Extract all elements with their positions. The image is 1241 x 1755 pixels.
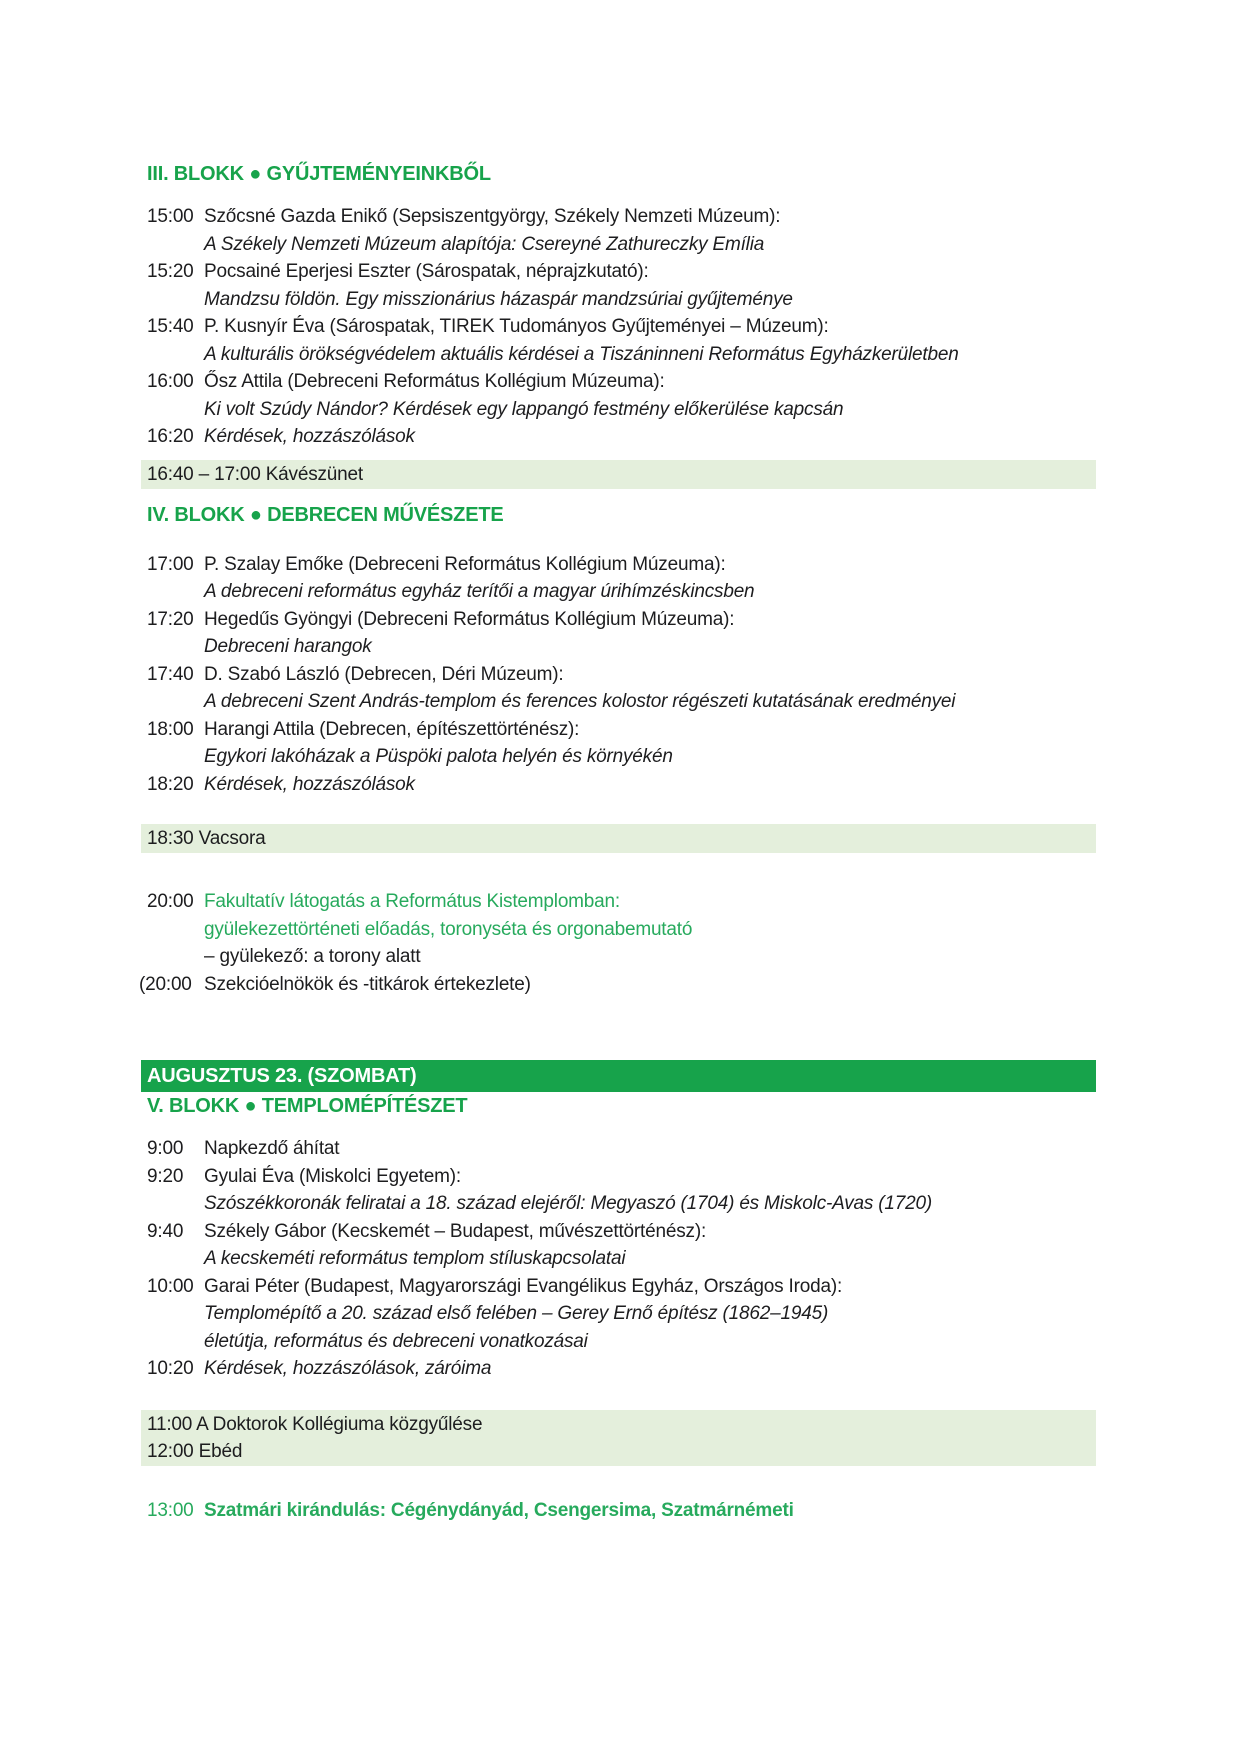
- schedule-line: [147, 633, 1096, 661]
- time-label: 9:20: [147, 1165, 184, 1187]
- time-label: 10:00: [147, 1275, 194, 1297]
- schedule-line: [147, 1135, 1096, 1163]
- schedule-line: [147, 771, 1096, 799]
- time-label: [147, 916, 204, 944]
- schedule-line: [147, 916, 1096, 944]
- schedule-line: [147, 341, 1096, 369]
- time-label: [147, 341, 204, 369]
- schedule-line: [147, 1355, 1096, 1383]
- line-text: Garai Péter (Budapest, Magyarországi Evangélikus Egyház, Országos Iroda):: [204, 1275, 843, 1297]
- spacer: [147, 998, 1096, 1060]
- line-text: P. Szalay Emőke (Debreceni Református Kollégium Múzeuma):: [204, 553, 726, 575]
- section-heading: V. BLOKK ● TEMPLOMÉPÍTÉSZET: [147, 1095, 468, 1117]
- band-line: 18:30 Vacsora: [147, 828, 266, 849]
- line-text: A kecskeméti református templom stíluskapcsolatai: [204, 1248, 626, 1269]
- line-text: gyülekezettörténeti előadás, toronyséta és orgonabemutató: [204, 918, 693, 940]
- time-label: [147, 943, 204, 971]
- time-label: 9:40: [147, 1220, 184, 1242]
- line-text: D. Szabó László (Debrecen, Déri Múzeum):: [204, 663, 564, 685]
- time-label: 17:00: [147, 553, 194, 575]
- line-text: P. Kusnyír Éva (Sárospatak, TIREK Tudományos Gyűjteményei – Múzeum):: [204, 316, 829, 337]
- time-label: 13:00: [147, 1499, 194, 1521]
- schedule-line: [147, 231, 1096, 259]
- time-label: 10:20: [147, 1358, 194, 1379]
- line-text: Debreceni harangok: [204, 636, 372, 657]
- line-text: Székely Gábor (Kecskemét – Budapest, művészettörténész):: [204, 1220, 707, 1242]
- line-text: Ki volt Szúdy Nándor? Kérdések egy lappangó festmény előkerülése kapcsán: [204, 398, 844, 420]
- spacer: [147, 489, 1096, 504]
- spacer: [147, 185, 1096, 203]
- schedule-line: [147, 1190, 1096, 1218]
- time-label: 16:20: [147, 426, 194, 447]
- schedule-line: [147, 1163, 1096, 1191]
- line-text: A Székely Nemzeti Múzeum alapítója: Csereyné Zathureczky Emília: [204, 233, 765, 255]
- line-text: A kulturális örökségvédelem aktuális kérdései a Tiszáninneni Református Egyházkerületben: [204, 343, 959, 365]
- spacer: [147, 798, 1096, 824]
- line-text: A debreceni református egyház terítői a magyar úrihímzéskincsben: [204, 581, 755, 602]
- time-label: 9:00: [147, 1138, 184, 1159]
- schedule-line: [147, 1245, 1096, 1273]
- line-text: – gyülekező: a torony alatt: [204, 946, 421, 967]
- schedule-line: [147, 661, 1096, 689]
- schedule-line: [139, 971, 1096, 999]
- line-text: Kérdések, hozzászólások: [204, 773, 415, 795]
- schedule-line: [147, 1497, 1096, 1525]
- spacer: [147, 1466, 1096, 1497]
- schedule-line: [147, 368, 1096, 396]
- schedule-line: [147, 258, 1096, 286]
- time-label: [147, 396, 204, 424]
- schedule-line: [147, 606, 1096, 634]
- schedule-line: [147, 1300, 1096, 1328]
- schedule-line: [147, 688, 1096, 716]
- schedule-line: [147, 1273, 1096, 1301]
- band-line: 12:00 Ebéd: [147, 1440, 243, 1462]
- line-text: A debreceni Szent András-templom és ferences kolostor régészeti kutatásának eredményei: [204, 691, 956, 712]
- line-text: Ősz Attila (Debreceni Református Kollégium Múzeuma):: [204, 371, 665, 392]
- line-text: Gyulai Éva (Miskolci Egyetem):: [204, 1165, 461, 1187]
- line-text: Hegedűs Gyöngyi (Debreceni Református Kollégium Múzeuma):: [204, 608, 735, 630]
- schedule-line: [147, 423, 1096, 451]
- time-label: [147, 633, 204, 661]
- time-label: [147, 743, 204, 771]
- highlight-band: [141, 824, 1096, 853]
- line-text: Mandzsu földön. Egy misszionárius házaspár mandzsúriai gyűjteménye: [204, 288, 793, 310]
- line-text: Napkezdő áhítat: [204, 1138, 340, 1159]
- spacer: [147, 853, 1096, 888]
- line-text: Kérdések, hozzászólások, záróima: [204, 1358, 492, 1379]
- schedule-line: [147, 578, 1096, 606]
- time-label: 15:20: [147, 261, 194, 282]
- spacer: [147, 526, 1096, 551]
- section-heading: III. BLOKK ● GYŰJTEMÉNYEINKBŐL: [147, 163, 491, 185]
- time-label: [147, 286, 204, 314]
- schedule-line: [147, 716, 1096, 744]
- section-heading: IV. BLOKK ● DEBRECEN MŰVÉSZETE: [147, 503, 504, 526]
- time-label: [147, 231, 204, 259]
- schedule-line: [147, 396, 1096, 424]
- time-label: 16:00: [147, 371, 194, 392]
- schedule-line: [147, 888, 1096, 916]
- line-text: életútja, református és debreceni vonatkozásai: [204, 1330, 588, 1352]
- time-label: 17:40: [147, 663, 194, 685]
- line-text: Kérdések, hozzászólások: [204, 426, 415, 447]
- line-text: Pocsainé Eperjesi Eszter (Sárospatak, néprajzkutató):: [204, 261, 649, 282]
- line-text: Szószékkoronák feliratai a 18. század elejéről: Megyaszó (1704) és Miskolc-Avas (1720): [204, 1193, 933, 1214]
- spacer: [147, 1117, 1096, 1135]
- time-label: 15:00: [147, 206, 194, 227]
- schedule-line: [147, 1328, 1096, 1356]
- highlight-band: [141, 460, 1096, 489]
- time-label: [147, 1190, 204, 1218]
- time-label: [147, 578, 204, 606]
- band-line: 16:40 – 17:00 Kávészünet: [147, 463, 363, 485]
- schedule-line: [147, 286, 1096, 314]
- time-label: [147, 1300, 204, 1328]
- spacer: [147, 451, 1096, 460]
- line-text: Szekcióelnökök és -titkárok értekezlete): [204, 973, 531, 995]
- line-text: Templomépítő a 20. század első felében – Gerey Ernő építész (1862–1945): [204, 1303, 829, 1324]
- schedule-line: [147, 313, 1096, 341]
- schedule-line: [147, 1218, 1096, 1246]
- line-text: Szatmári kirándulás: Cégénydányád, Csengersima, Szatmárnémeti: [204, 1499, 794, 1521]
- line-text: Fakultatív látogatás a Református Kistemplomban:: [204, 891, 620, 912]
- spacer: [147, 1383, 1096, 1410]
- time-label: 20:00: [147, 891, 194, 912]
- time-label: [147, 688, 204, 716]
- time-label: (20:00: [139, 973, 192, 995]
- schedule-line: [147, 203, 1096, 231]
- band-line: 11:00 A Doktorok Kollégiuma közgyűlése: [147, 1413, 483, 1435]
- time-label: [147, 1245, 204, 1273]
- schedule-line: [147, 943, 1096, 971]
- schedule-line: [147, 743, 1096, 771]
- time-label: 18:20: [147, 773, 194, 795]
- line-text: Szőcsné Gazda Enikő (Sepsiszentgyörgy, Székely Nemzeti Múzeum):: [204, 206, 781, 227]
- schedule-line: [147, 551, 1096, 579]
- day-banner: AUGUSZTUS 23. (SZOMBAT): [141, 1060, 1096, 1092]
- line-text: Harangi Attila (Debrecen, építészettörténész):: [204, 718, 580, 740]
- line-text: Egykori lakóházak a Püspöki palota helyén és környékén: [204, 746, 673, 767]
- time-label: 15:40: [147, 316, 194, 337]
- time-label: [147, 1328, 204, 1356]
- time-label: 18:00: [147, 718, 194, 740]
- time-label: 17:20: [147, 608, 194, 630]
- highlight-band: [141, 1410, 1096, 1466]
